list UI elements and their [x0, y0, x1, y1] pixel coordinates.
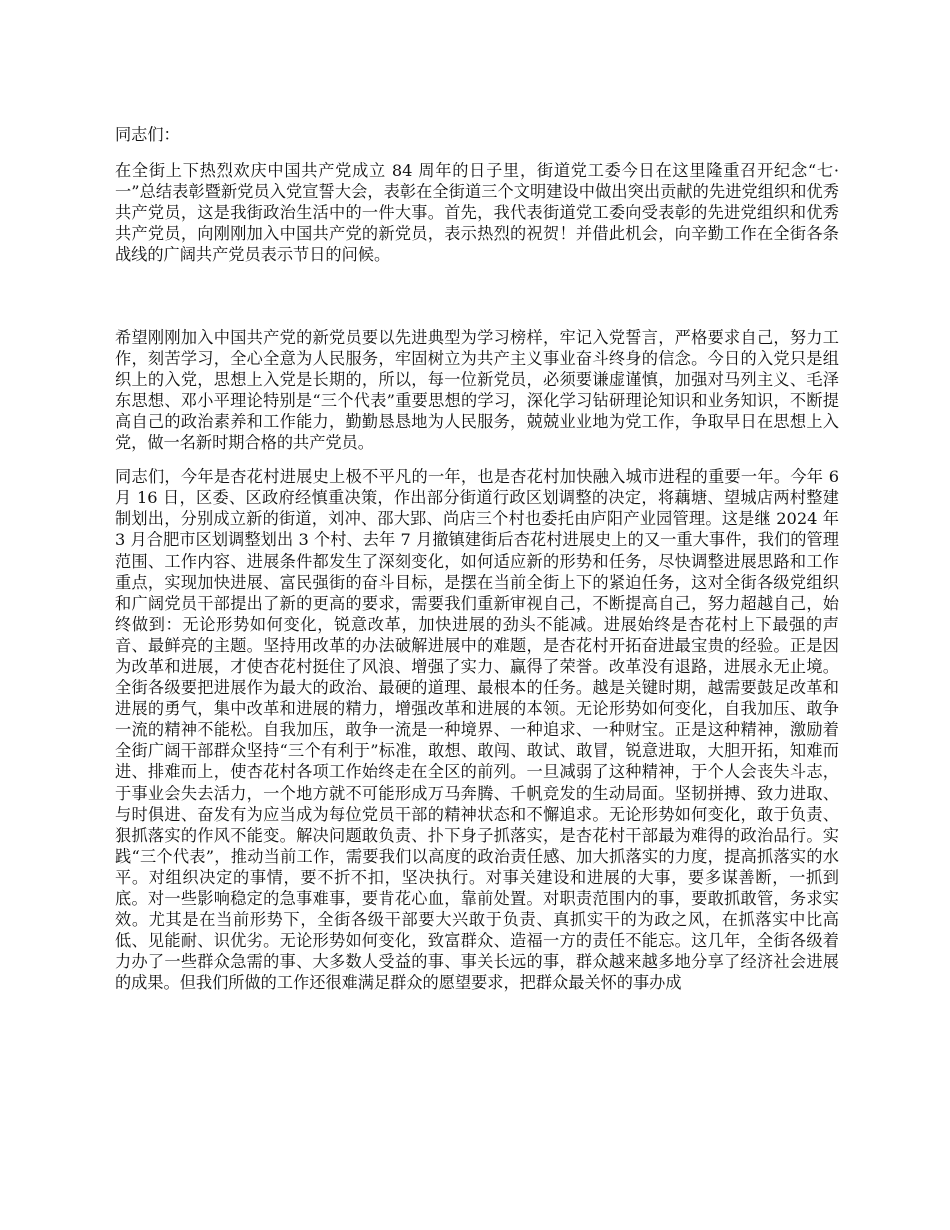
salutation: 同志们： [115, 125, 180, 144]
paragraph-spacer [115, 279, 839, 327]
document-body [115, 124, 839, 1006]
paragraph-new-members: 希望刚刚加入中国共产党的新党员要以先进典型为学习榜样，牢记入党誓言，严格要求自己，努力工作，刻苦学习，全心全意为人民服务，牢固树立为共产主义事业奋斗终身的信念。今日的入党只是组织上的入党，思想上入党是长期的，所以，每一位新党员，必须要谦虚谨慎，加强对马列主义、毛泽东思想、邓小平理论特别是“三个代表”重要思想的学习，深化学习钻研理论知识和业务知识，不断提高自己的政治素养和工作能力，勤勤恳恳地为人民服务，兢兢业业地为党工作，争取早日在思想上入党，做一名新时期合格的共产党员。 [115, 327, 839, 453]
paragraph-opening: 在全街上下热烈欢庆中国共产党成立 84 周年的日子里，街道党工委今日在这里隆重召开纪念“七·一”总结表彰暨新党员入党宣誓大会，表彰在全街道三个文明建设中做出突出贡献的先进党组织和优秀共产党员，这是我街政治生活中的一件大事。首先，我代表街道党工委向受表彰的先进党组织和优秀共产党员，向刚刚加入中国共产党的新党员，表示热烈的祝贺！并借此机会，向辛勤工作在全街各条战线的广阔共产党员表示节日的问候。 [115, 161, 839, 265]
paragraph-development: 同志们，今年是杏花村进展史上极不平凡的一年，也是杏花村加快融入城市进程的重要一年。今年 6 月 16 日，区委、区政府经慎重决策，作出部分街道行政区划调整的决定，将藕塘、望城店两村整建制划出，分别成立新的街道，刘冲、邵大郢、尚店三个村也委托由庐阳产业园管理。这是继 2024 年 3 月合肥市区划调整划出 3 个村、去年 7 月撤镇建街后杏花村进展史上的又一重大事件，我们的管理范围、工作内容、进展条件都发生了深刻变化，如何适应新的形势和任务，尽快调整进展思路和工作重点，实现加快进展、富民强街的奋斗目标，是摆在当前全街上下的紧迫任务，这对全街各级党组织和广阔党员干部提出了新的更高的要求，需要我们重新审视自己，不断提高自己，努力超越自己，始终做到：无论形势如何变化，锐意改革，加快进展的劲头不能减。进展始终是杏花村上下最强的声音、最鲜亮的主题。坚持用改革的办法破解进展中的难题，是杏花村开拓奋进最宝贵的经验。正是因为改革和进展，才使杏花村挺住了风浪、增强了实力、赢得了荣誉。改革没有退路，进展永无止境。全街各级要把进展作为最大的政治、最硬的道理、最根本的任务。越是关键时期，越需要鼓足改革和进展的勇气，集中改革和进展的精力，增强改革和进展的本领。无论形势如何变化，自我加压、敢争一流的精神不能松。自我加压，敢争一流是一种境界、一种追求、一种财宝。正是这种精神，激励着全街广阔干部群众坚持“三个有利于”标准，敢想、敢闯、敢试、敢冒，锐意进取，大胆开拓，知难而进、排难而上，使杏花村各项工作始终走在全区的前列。一旦减弱了这种精神，于个人会丧失斗志，于事业会失去活力，一个地方就不可能形成万马奔腾、千帆竞发的生动局面。坚韧拼搏、致力进取、与时俱进、奋发有为应当成为每位党员干部的精神状态和不懈追求。无论形势如何变化，敢于负责、狠抓落实的作风不能变。解决问题敢负责、扑下身子抓落实，是杏花村干部最为难得的政治品行。实践“三个代表”，推动当前工作，需要我们以高度的政治责任感、加大抓落实的力度，提高抓落实的水平。对组织决定的事情，要不折不扣，坚决执行。对事关建设和进展的大事，要多谋善断，一抓到底。对一些影响稳定的急事难事，要肯花心血，靠前处置。对职责范围内的事，要敢抓敢管，务求实效。尤其是在当前形势下，全街各级干部要大兴敢于负责、真抓实干的为政之风，在抓落实中比高低、见能耐、识优劣。无论形势如何变化，致富群众、造福一方的责任不能忘。这几年，全街各级着力办了一些群众急需的事、大多数人受益的事、事关长远的事，群众越来越多地分享了经济社会进展的成果。但我们所做的工作还很难满足群众的愿望要求，把群众最关怀的事办成 [115, 467, 839, 993]
